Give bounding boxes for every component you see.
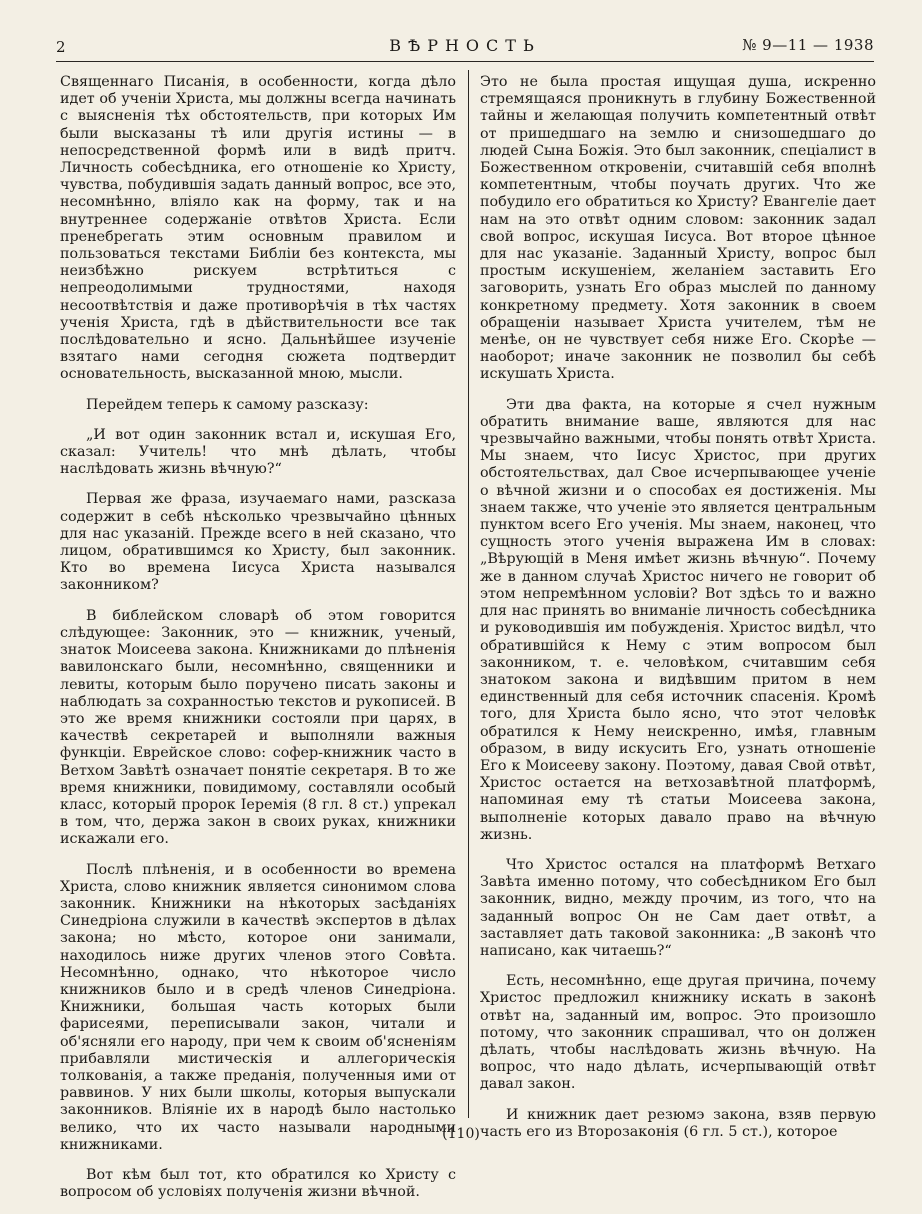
- paragraph: Перейдем теперь к самому разсказу:: [86, 396, 369, 413]
- paragraph: Вот кѣм был тот, кто обратился ко Христу с вопросом об условіях полученія жизни вѣчной.: [60, 1166, 456, 1201]
- paragraph: Это не была простая ищущая душа, искренно стремящаяся проникнуть в глубину Божественной тайны и желающая получить компетентный отвѣт от пришедшаго на землю и снизошедшаго до людей Сына Божія. Это был законник, спеціалист в Божественном откровеніи, считавшій себя вполнѣ компетентным, чтобы поучать других. Что же побудило его обратиться ко Христу? Евангеліе дает нам на это отвѣт одним словом: законник задал свой вопрос, искушая Іисуса. Вот второе цѣнное для нас указаніе. Заданный Христу, вопрос был простым искушеніем, желаніем заставить Его заговорить, узнать Его образ мыслей по данному конкретному предмету. Хотя законник в своем обращеніи называет Христа учителем, тѣм не менѣе, он не чувствует себя ниже Его. Скорѣе — наоборот; иначе законник не позволил бы себѣ искушать Христа.: [480, 74, 876, 383]
- paragraph: И книжник дает резюмэ закона, взяв первую часть его из Второзаконія (6 гл. 5 ст.), которое: [480, 1106, 876, 1140]
- page-number: 2: [56, 38, 67, 56]
- paragraph: Первая же фраза, изучаемаго нами, разсказа содержит в себѣ нѣсколько чрезвычайно цѣнных для нас указаній. Прежде всего в ней сказано, что лицом, обратившимся ко Христу, был законник. Кто во времена Іисуса Христа назывался законником?: [60, 491, 456, 594]
- issue-info: № 9—11 — 1938: [742, 36, 874, 54]
- footer-page-number: (110): [442, 1126, 480, 1142]
- paragraph: Есть, несомнѣнно, еще другая причина, почему Христос предложил книжнику искать в законѣ отвѣт на, заданный им, вопрос. Это произошло потому, что законник спрашивал, что он должен дѣлать, чтобы наслѣдовать жизнь вѣчную. На вопрос, что надо дѣлать, исчерпывающій отвѣт давал закон.: [480, 973, 876, 1093]
- column-divider: [468, 70, 469, 1118]
- running-header: [56, 34, 874, 58]
- paragraph: В библейском словарѣ об этом говорится слѣдующее: Законник, это — книжник, ученый, знаток Моисеева закона. Книжниками до плѣненія вавилонскаго были, несомнѣнно, священники и левиты, которым было поручено писать законы и наблюдать за сохранностью текстов и рукописей. В это же время книжники состояли при царях, в качествѣ секретарей и выполняли важныя функціи. Еврейское слово: софер-книжник часто в Ветхом Завѣтѣ означает понятіе секретаря. В то же время книжники, повидимому, составляли особый класс, который пророк Іеремія (8 гл. 8 ст.) упрекал в том, что, держа закон в своих руках, книжники искажали его.: [60, 607, 456, 848]
- header-rule: [56, 61, 874, 62]
- right-column: [480, 74, 876, 1154]
- paragraph: Послѣ плѣненія, и в особенности во времена Христа, слово книжник является синонимом слова законник. Книжники на нѣкоторых засѣданіях Синедріона служили в качествѣ экспертов в дѣлах закона; но мѣсто, которое они занимали, находилось ниже других членов этого Совѣта. Несомнѣнно, однако, что нѣкоторое число книжников было и в средѣ членов Синедріона. Книжники, большая часть которых были фарисеями, переписывали закон, читали и об'ясняли его народу, при чем к своим об'ясненіям прибавляли мистическія и аллегорическія толкованія, а также преданія, полученныя ими от раввинов. У них были школы, которыя выпускали законников. Вліяніе их в народѣ было настолько велико, что их часто называли народными книжниками.: [60, 861, 456, 1153]
- paragraph: Священнаго Писанія, в особенности, когда дѣло идет об ученіи Христа, мы должны всегда начинать с выясненія тѣх обстоятельств, при которых Им были высказаны тѣ или другія истины — в непосредственной формѣ или в видѣ притч. Личность собесѣдника, его отношеніе ко Христу, чувства, побудившія задать данный вопрос, все это, несомнѣнно, вліяло как на форму, так и на внутреннее содержаніе отвѣтов Христа. Если пренебрегать этим основным правилом и пользоваться текстами Библіи без контекста, мы неизбѣжно рискуем встрѣтиться с непреодолимыми трудностями, находя несоотвѣтствія и даже противорѣчія в тѣх частях ученія Христа, гдѣ в дѣйствительности все так послѣдовательно и ясно. Дальнѣйшее изученіе взятаго нами сегодня сюжета подтвердит основательность, высказанной мною, мысли.: [60, 74, 456, 383]
- quote-paragraph: „И вот один законник встал и, искушая Его, сказал: Учитель! что мнѣ дѣлать, чтобы наслѣдовать жизнь вѣчную?“: [60, 426, 456, 478]
- left-column: [60, 74, 456, 1214]
- journal-title: ВѢРНОСТЬ: [389, 36, 541, 55]
- paragraph: Эти два факта, на которые я счел нужным обратить внимание ваше, являются для нас чрезвычайно важными, чтобы понять отвѣт Христа. Мы знаем, что Іисус Христос, при других обстоятельствах, дал Свое исчерпывающее ученіе о вѣчной жизни и о способах ея достиженія. Мы знаем также, что ученіе это является центральным пунктом всего Его ученія. Мы знаем, наконец, что сущность этого ученія выражена Им в словах: „Вѣрующій в Меня имѣет жизнь вѣчную“. Почему же в данном случаѣ Христос ничего не говорит об этом непремѣнном условіи? Вот здѣсь то и важно для нас принять во вниманіе личность собесѣдника и руководившія им побужденія. Христос видѣл, что обратившійся к Нему с этим вопросом был законником, т. е. человѣком, считавшим себя знатоком закона и видѣвшим притом в нем единственный для себя источник спасенія. Кромѣ того, для Христа было ясно, что этот человѣк обратился к Нему неискренно, имѣя, главным образом, в виду искусить Его, узнать отношеніе Его к Моисееву закону. Поэтому, давая Свой отвѣт, Христос остается на ветхозавѣтной платформѣ, напоминая ему тѣ статьи Моисеева закона, выполненіе которых давало право на вѣчную жизнь.: [480, 396, 876, 843]
- paragraph: Что Христос остался на платформѣ Ветхаго Завѣта именно потому, что собесѣдником Его был законник, видно, между прочим, из того, что на заданный вопрос Он не Сам дает отвѣт, а заставляет дать таковой законника: „В законѣ что написано, как читаешь?“: [480, 856, 876, 959]
